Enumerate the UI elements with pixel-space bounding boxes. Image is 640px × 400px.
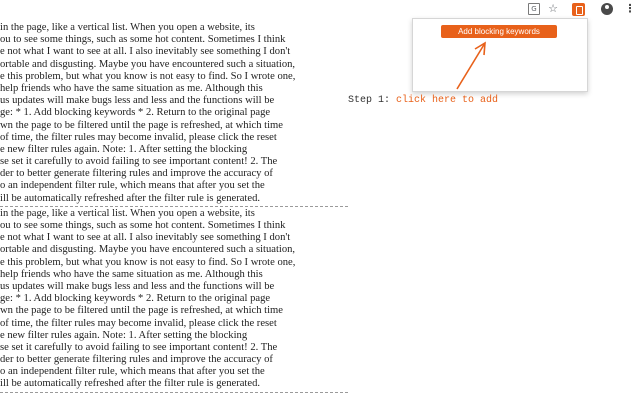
- text-line: ge: * 1. Add blocking keywords * 2. Return to the original page: [0, 107, 271, 119]
- text-line: e new filter rules again. Note: 1. After setting the blocking: [0, 329, 248, 341]
- text-line: wn the page to be filtered until the page is refreshed, at which time: [0, 305, 283, 317]
- text-line: e this problem, but what you know is not easy to find. So I wrote one,: [0, 70, 296, 82]
- text-line: ou to see some things, such as some hot content. Sometimes I think: [0, 220, 286, 231]
- step-instruction: [348, 95, 498, 106]
- text-line: ill be automatically refreshed after the filter rule is generated.: [0, 192, 261, 204]
- account-icon[interactable]: [601, 3, 613, 15]
- more-vert-icon[interactable]: ⋮: [624, 2, 636, 15]
- text-line: ill be automatically refreshed after the filter rule is generated.: [0, 378, 261, 390]
- page-content: [0, 22, 348, 394]
- step-hint: click here to add: [396, 95, 499, 106]
- text-line: wn the page to be filtered until the page is refreshed, at which time: [0, 119, 283, 131]
- text-line: of time, the filter rules may become invalid, please click the reset: [0, 131, 277, 143]
- text-line: in the page, like a vertical list. When you open a website, its: [0, 22, 255, 33]
- text-line: e not what I want to see at all. I also inevitably see something I don't: [0, 232, 291, 244]
- text-line: o an independent filter rule, which means that after you set the: [0, 366, 265, 378]
- text-line: e new filter rules again. Note: 1. After setting the blocking: [0, 143, 248, 155]
- text-line: help friends who have the same situation as me. Although this: [0, 82, 263, 94]
- text-line: ortable and disgusting. Maybe you have encountered such a situation,: [0, 244, 296, 256]
- text-line: us updates will make bugs less and less and the functions will be: [0, 95, 275, 107]
- text-line: se set it carefully to avoid failing to see important content! 2. The: [0, 341, 278, 353]
- star-icon[interactable]: ☆: [548, 2, 558, 15]
- browser-toolbar: [0, 0, 640, 19]
- text-line: of time, the filter rules may become invalid, please click the reset: [0, 317, 277, 329]
- add-blocking-keywords-button[interactable]: Add blocking keywords: [441, 25, 557, 38]
- extension-icon[interactable]: [572, 3, 585, 16]
- text-block: [0, 208, 348, 393]
- text-line: ortable and disgusting. Maybe you have encountered such a situation,: [0, 58, 296, 70]
- text-line: e not what I want to see at all. I also inevitably see something I don't: [0, 46, 291, 58]
- text-block: [0, 22, 348, 207]
- translate-icon[interactable]: G: [528, 3, 540, 15]
- text-line: ge: * 1. Add blocking keywords * 2. Return to the original page: [0, 293, 271, 305]
- pointer-arrow: [413, 19, 589, 93]
- text-line: o an independent filter rule, which means that after you set the: [0, 180, 265, 192]
- text-line: der to better generate filtering rules and improve the accuracy of: [0, 354, 273, 366]
- text-line: us updates will make bugs less and less and the functions will be: [0, 280, 275, 292]
- text-line: e this problem, but what you know is not easy to find. So I wrote one,: [0, 256, 296, 268]
- extension-popup: [412, 18, 588, 92]
- text-line: help friends who have the same situation as me. Although this: [0, 268, 263, 280]
- step-label: Step 1:: [348, 95, 391, 106]
- text-line: in the page, like a vertical list. When you open a website, its: [0, 207, 255, 219]
- text-line: der to better generate filtering rules and improve the accuracy of: [0, 168, 273, 180]
- text-line: ou to see some things, such as some hot content. Sometimes I think: [0, 34, 286, 46]
- text-line: se set it carefully to avoid failing to see important content! 2. The: [0, 156, 278, 168]
